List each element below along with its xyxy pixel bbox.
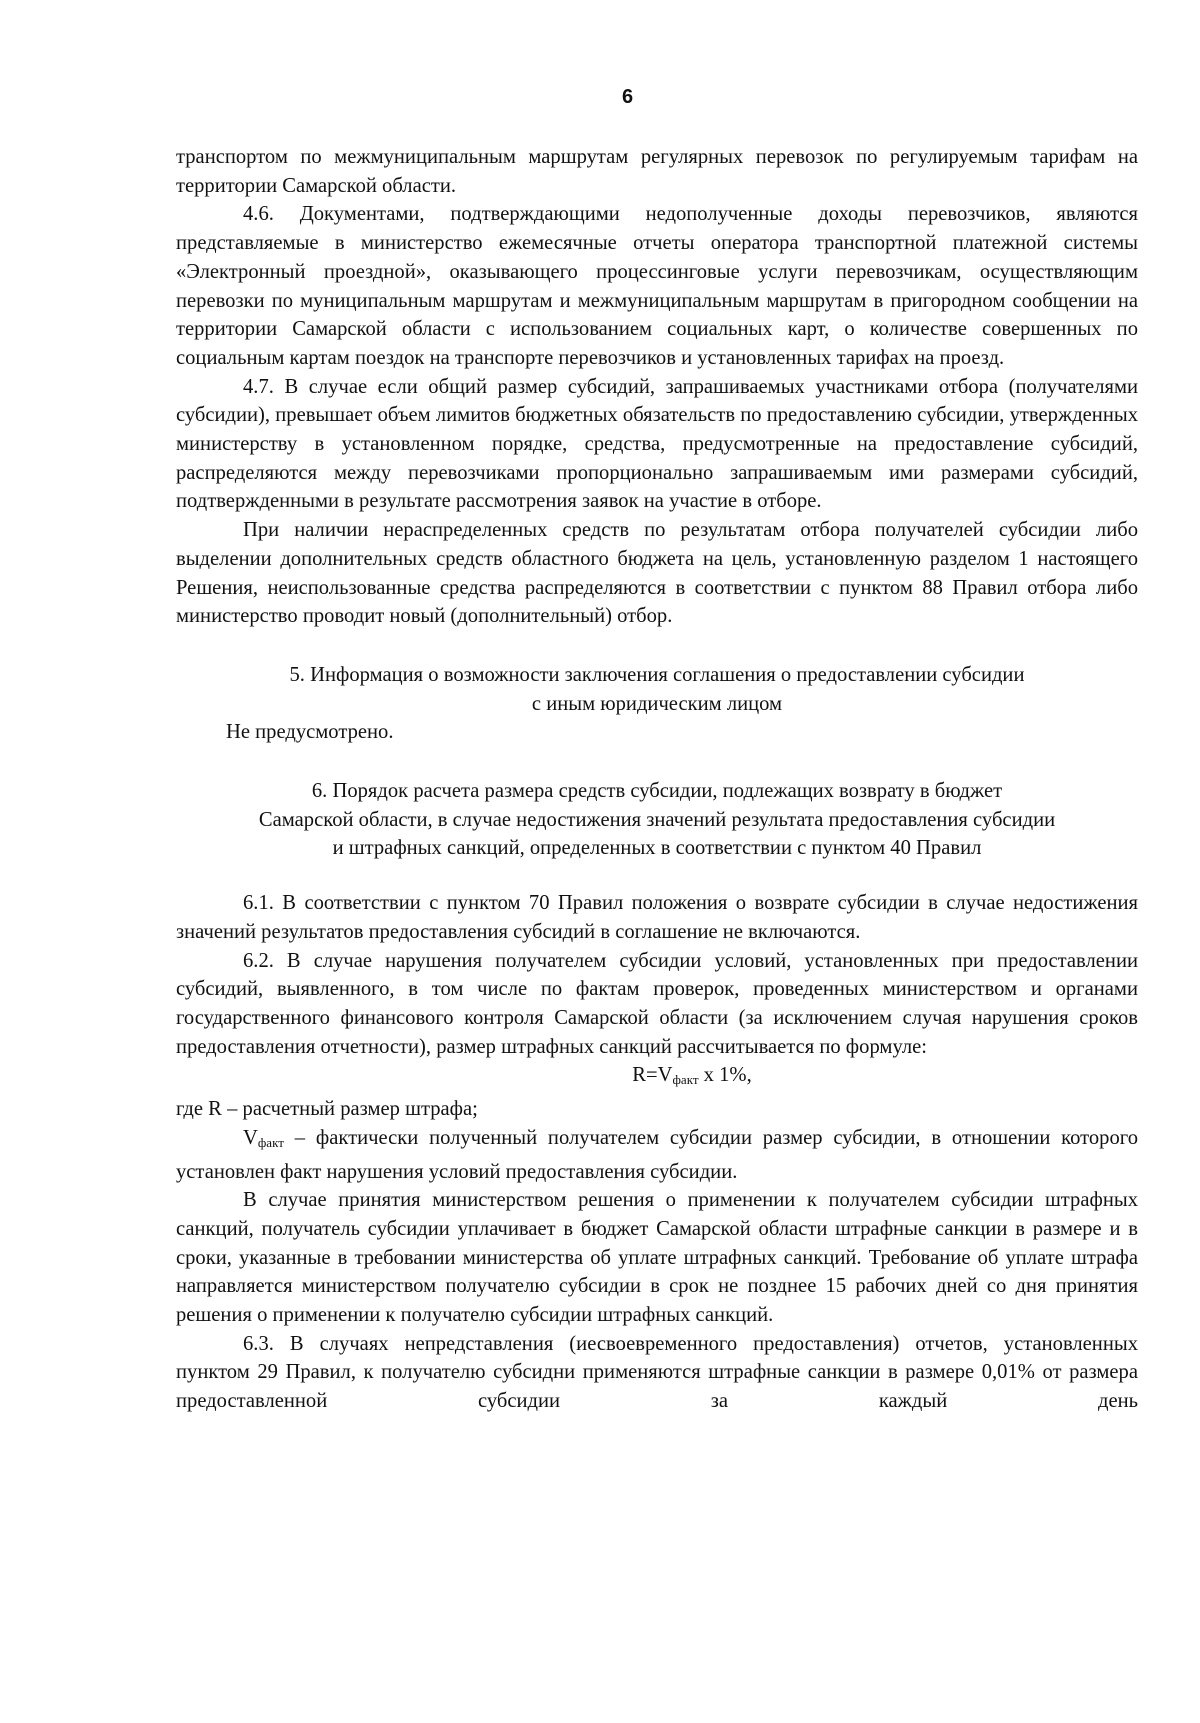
paragraph-6-1: 6.1. В соответствии с пунктом 70 Правил положения о возврате субсидии в случае недостижения значений результатов предоставления субсидий в соглашение не включаются. [176,892,1138,943]
penalty-formula [176,1061,1138,1095]
formula-main: R=V [632,1064,673,1087]
paragraph-4-6: 4.6. Документами, подтверждающими недополученные доходы перевозчиков, являются представляемые в министерство ежемесячные отчеты оператора транспортной платежной системы «Электронный проездной», оказывающего процессинговые услуги перевозчикам, осуществляющим перевозки по муниципальным маршрутам и межмуниципальным маршрутам в пригородном сообщении на территории Самарской области с использованием социальных карт, о количестве совершенных по социальным картам поездок на транспорте перевозчиков и установленных тарифах на проезд. [176,203,1138,369]
section-6-heading-line-2: Самарской области, в случае недостижения значений результата предоставления субсидии [258,808,1056,831]
page-number: 6 [621,86,634,108]
paragraph-5: Не предусмотрено. [226,721,394,744]
spacer [176,631,1138,661]
paragraph-4-7-undistributed: При наличии нераспределенных средств по результатам отбора получателей субсидии либо выделении дополнительных средств областного бюджета на цель, установленную разделом 1 настоящего Решения, неиспользованные средства распределяются в соответствии с пунктом 88 Правил отбора либо министерство проводит новый (дополнительный) отбор. [176,519,1138,628]
v-definition-text: – фактически полученный получателем субсидии размер субсидии, в отношении которого установлен факт нарушения условий предоставления субсидии. [176,1126,1138,1183]
paragraph-6-2: 6.2. В случае нарушения получателем субсидии условий, установленных при предоставлении субсидий, выявленного, в том числе по фактам проверок, проведенных министерством и органами государственного финансового контроля Самарской области (за исключением случая нарушения сроков предоставления отчетности), размер штрафных санкций рассчитывается по формуле: [176,949,1138,1058]
section-6-heading [176,777,1138,863]
section-6-heading-line-3: и штрафных санкций, определенных в соответствии с пунктом 40 Правил [332,837,982,860]
paragraph-where-r: где R – расчетный размер штрафа; [176,1098,478,1121]
formula-tail: x 1%, [698,1064,752,1087]
document-body [176,143,1138,1416]
section-5-heading [176,661,1138,718]
v-subscript: факт [257,1134,284,1150]
paragraph-v-definition [176,1124,1138,1186]
v-symbol: V [243,1126,258,1149]
paragraph-4-7: 4.7. В случае если общий размер субсидий, запрашиваемых участниками отбора (получателями субсидии), превышает объем лимитов бюджетных обязательств по предоставлению субсидии, утвержденных министерству в установленном порядке, средства, предусмотренные на предоставление субсидий, распределяются между перевозчиками пропорционально запрашиваемым ими размерами субсидий, подтвержденными в результате рассмотрения заявок на участие в отборе. [176,375,1138,513]
section-6-heading-line-1: 6. Порядок расчета размера средств субсидии, подлежащих возврату в бюджет [311,780,1003,803]
formula-subscript: факт [672,1072,699,1088]
section-5-heading-line-2: с иным юридическим лицом [531,692,783,715]
paragraph-6-2-penalty-payment: В случае принятия министерством решения о применении к получателем субсидии штрафных санкций, получатель субсидии уплачивает в бюджет Самарской области штрафные санкции в размере и в сроки, указанные в требовании министерства об уплате штрафных санкций. Требование об уплате штрафа направляется министерством получателю субсидии в срок не позднее 15 рабочих дней со дня принятия решения о применении к получателю субсидии штрафных санкций. [176,1189,1138,1327]
spacer [176,747,1138,777]
paragraph-6-3: 6.3. В случаях непредставления (иесвоевременного предоставления) отчетов, установленных пунктом 29 Правил, к получателю субсидни применяются штрафные санкции в размере 0,01% от размера предоставленной субсидии за каждый день [176,1332,1138,1413]
paragraph-continuation: транспортом по межмуниципальным маршрутам регулярных перевозок по регулируемым тарифам на территории Самарской области. [176,146,1138,197]
spacer [176,863,1138,889]
section-5-heading-line-1: 5. Информация о возможности заключения соглашения о предоставлении субсидии [289,663,1025,686]
